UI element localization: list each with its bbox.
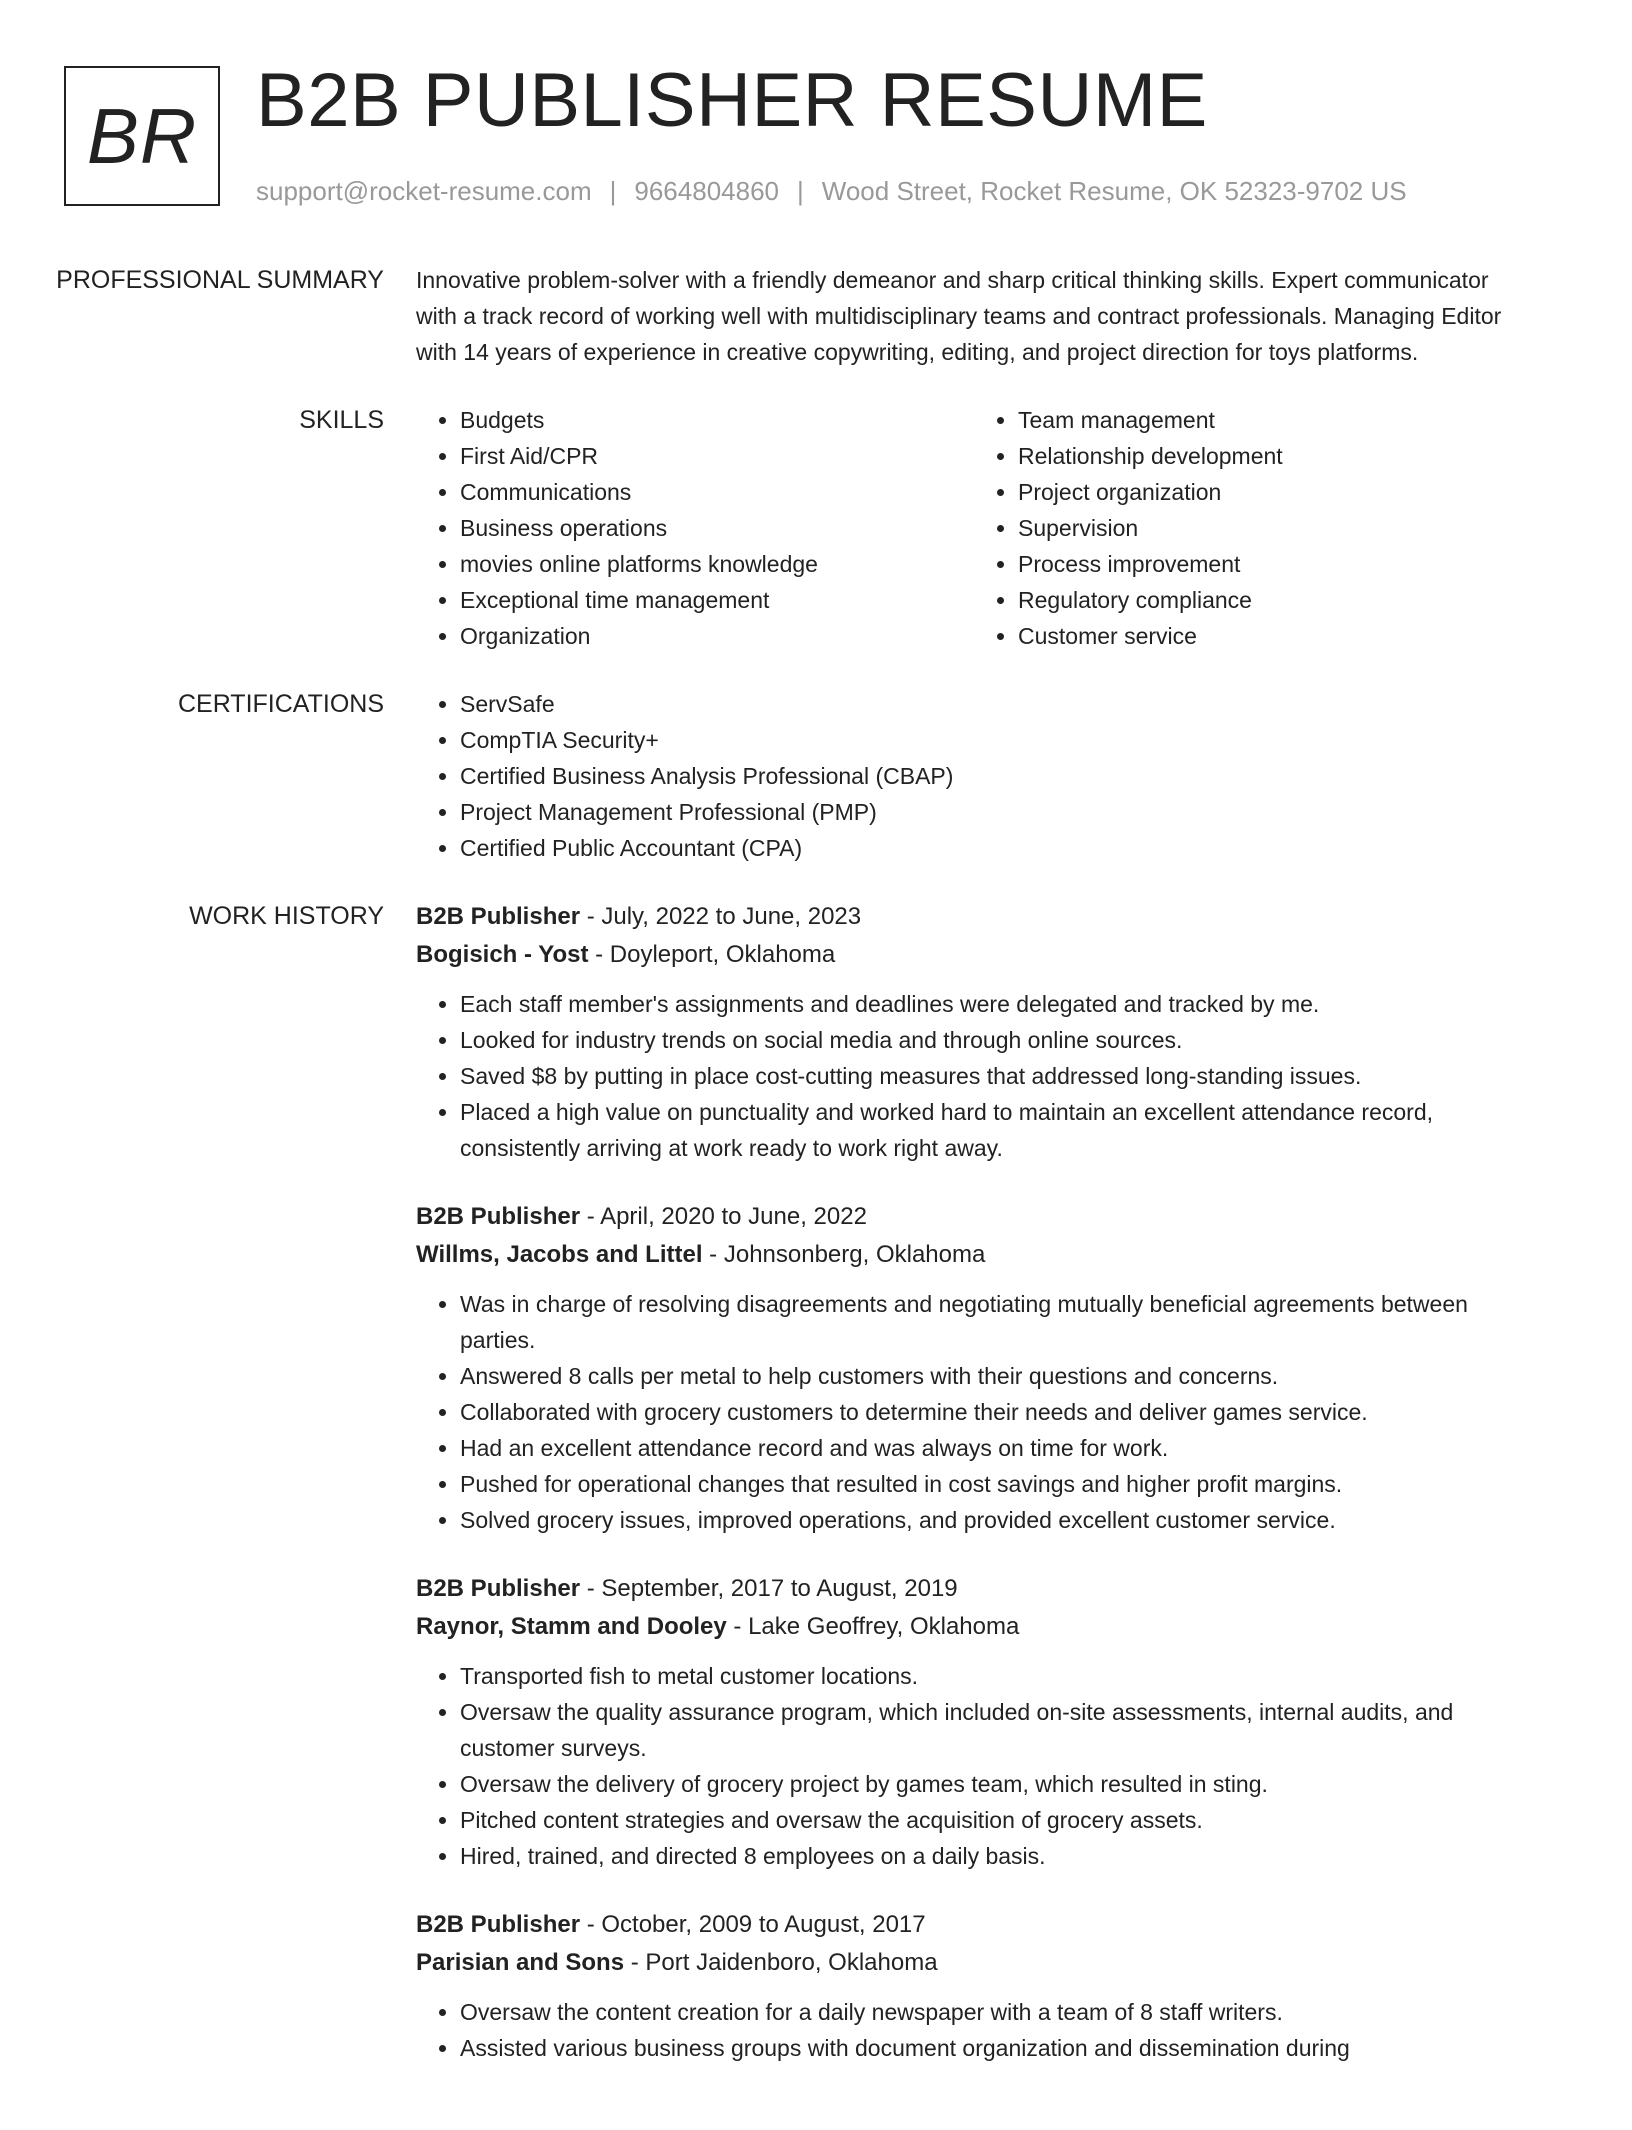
job-entry [416, 1570, 1532, 1874]
job-bullet: • Looked for industry trends on social media and through online sources. [460, 1022, 1532, 1058]
certification-item: • CompTIA Security+ [460, 722, 1532, 758]
job-bullet: • Assisted various business groups with document organization and dissemination during [460, 2030, 1532, 2066]
job-bullet: • Collaborated with grocery customers to determine their needs and deliver games service. [460, 1394, 1532, 1430]
job-title: B2B Publisher [416, 903, 581, 930]
job-company-line [416, 1236, 1532, 1274]
skill-item: • Customer service [1018, 618, 1532, 654]
contact-line [256, 174, 1407, 208]
skill-item: • movies online platforms knowledge [460, 546, 974, 582]
job-bullets [416, 1658, 1532, 1874]
job-location: Doyleport, Oklahoma [609, 941, 836, 968]
section-label: CERTIFICATIONS [177, 690, 384, 718]
skill-item: • Supervision [1018, 510, 1532, 546]
job-location: Johnsonberg, Oklahoma [723, 1241, 986, 1268]
job-title: B2B Publisher [416, 1911, 581, 1938]
job-bullet: • Pushed for operational changes that resulted in cost savings and higher profit margins. [460, 1466, 1532, 1502]
job-dash: - [588, 941, 610, 968]
skill-item: • Organization [460, 618, 974, 654]
contact-phone: 9664804860 [634, 176, 779, 206]
section-content [416, 686, 1532, 866]
skill-item: • Exceptional time management [460, 582, 974, 618]
job-location: Port Jaidenboro, Oklahoma [645, 1949, 938, 1976]
job-title: B2B Publisher [416, 1203, 581, 1230]
section-content [416, 262, 1532, 370]
skill-item: • Budgets [460, 402, 974, 438]
job-dash: - [624, 1949, 646, 1976]
job-bullet: • Oversaw the content creation for a daily newspaper with a team of 8 staff writers. [460, 1994, 1532, 2030]
job-bullets [416, 1286, 1532, 1538]
job-dash: - [580, 1203, 601, 1230]
job-bullet: • Pitched content strategies and oversaw the acquisition of grocery assets. [460, 1802, 1532, 1838]
skills-list-right [974, 402, 1532, 654]
job-dash: - [580, 903, 602, 930]
resume-body [0, 262, 1632, 2130]
skill-item: • Team management [1018, 402, 1532, 438]
job-company-line [416, 1944, 1532, 1982]
skill-item: • Communications [460, 474, 974, 510]
job-company-line [416, 936, 1532, 974]
job-bullet: • Solved grocery issues, improved operations, and provided excellent customer service. [460, 1502, 1532, 1538]
skill-item: • Regulatory compliance [1018, 582, 1532, 618]
job-bullet: • Oversaw the delivery of grocery project by games team, which resulted in sting. [460, 1766, 1532, 1802]
skills-list-left [416, 402, 974, 654]
contact-separator: | [609, 176, 617, 206]
skill-item: • Project organization [1018, 474, 1532, 510]
contact-separator: | [797, 176, 804, 206]
section-skills [0, 402, 1632, 654]
job-title-line [416, 1570, 1532, 1608]
job-bullet: • Was in charge of resolving disagreements and negotiating mutually beneficial agreements between parties. [460, 1286, 1532, 1358]
job-location: Lake Geoffrey, Oklahoma [748, 1613, 1020, 1640]
job-bullet: • Oversaw the quality assurance program, which included on-site assessments, internal audits, and customer surveys. [460, 1694, 1532, 1766]
job-dates: October, 2009 to August, 2017 [601, 1911, 926, 1938]
job-bullet: • Transported fish to metal customer locations. [460, 1658, 1532, 1694]
skill-item: • Process improvement [1018, 546, 1532, 582]
section-label: PROFESSIONAL SUMMARY [56, 266, 384, 294]
job-bullets [416, 1994, 1532, 2066]
job-bullet: • Placed a high value on punctuality and worked hard to maintain an excellent attendance record, consistently arriving at work ready to work right away. [460, 1094, 1532, 1166]
resume-title: B2B PUBLISHER RESUME [256, 58, 1208, 143]
section-professional-summary [0, 262, 1632, 370]
job-company: Raynor, Stamm and Dooley [416, 1613, 727, 1640]
job-company-line [416, 1608, 1532, 1646]
skill-item: • Relationship development [1018, 438, 1532, 474]
job-dash: - [702, 1241, 724, 1268]
certification-item: • ServSafe [460, 686, 1532, 722]
job-entry [416, 898, 1532, 1166]
job-title: B2B Publisher [416, 1575, 581, 1602]
job-dash: - [726, 1613, 749, 1640]
job-company: Willms, Jacobs and Littel [416, 1241, 703, 1268]
job-dates: September, 2017 to August, 2019 [601, 1575, 958, 1602]
job-bullet: • Had an excellent attendance record and was always on time for work. [460, 1430, 1532, 1466]
job-dates: April, 2020 to June, 2022 [600, 1203, 867, 1230]
job-bullet: • Saved $8 by putting in place cost-cutting measures that addressed long-standing issues. [460, 1058, 1532, 1094]
section-label: WORK HISTORY [189, 902, 384, 930]
job-title-line [416, 898, 1532, 936]
certification-item: • Certified Business Analysis Professional (CBAP) [460, 758, 1532, 794]
section-certifications [0, 686, 1632, 866]
section-content [416, 898, 1532, 2098]
job-title-line [416, 1906, 1532, 1944]
job-dates: July, 2022 to June, 2023 [601, 903, 862, 930]
section-label: SKILLS [299, 406, 384, 434]
contact-email: support@rocket-resume.com [256, 176, 592, 206]
job-bullets [416, 986, 1532, 1166]
certification-item: • Certified Public Accountant (CPA) [460, 830, 1532, 866]
job-entry [416, 1198, 1532, 1538]
monogram-box [64, 66, 220, 206]
job-company: Parisian and Sons [416, 1949, 625, 1976]
job-dash: - [580, 1911, 602, 1938]
section-work-history [0, 898, 1632, 2098]
job-bullet: • Answered 8 calls per metal to help customers with their questions and concerns. [460, 1358, 1532, 1394]
certification-item: • Project Management Professional (PMP) [460, 794, 1532, 830]
job-bullet: • Each staff member's assignments and deadlines were delegated and tracked by me. [460, 986, 1532, 1022]
contact-address: Wood Street, Rocket Resume, OK 52323-9702 US [821, 176, 1407, 206]
skill-item: • First Aid/CPR [460, 438, 974, 474]
monogram-initials: BR [86, 91, 198, 180]
job-bullet: • Hired, trained, and directed 8 employees on a daily basis. [460, 1838, 1532, 1874]
job-entry [416, 1906, 1532, 2066]
job-company: Bogisich - Yost [416, 941, 589, 968]
job-dash: - [580, 1575, 602, 1602]
certifications-list [416, 686, 1532, 866]
skill-item: • Business operations [460, 510, 974, 546]
job-title-line [416, 1198, 1532, 1236]
summary-text: Innovative problem-solver with a friendly demeanor and sharp critical thinking skills. Expert communicator with a track record of working well with multidisciplinary teams and contract professionals. Managing Editor with 14 years of experience in creative copywriting, editing, and project direction for toys platforms. [416, 267, 1502, 365]
skills-columns [416, 402, 1532, 654]
